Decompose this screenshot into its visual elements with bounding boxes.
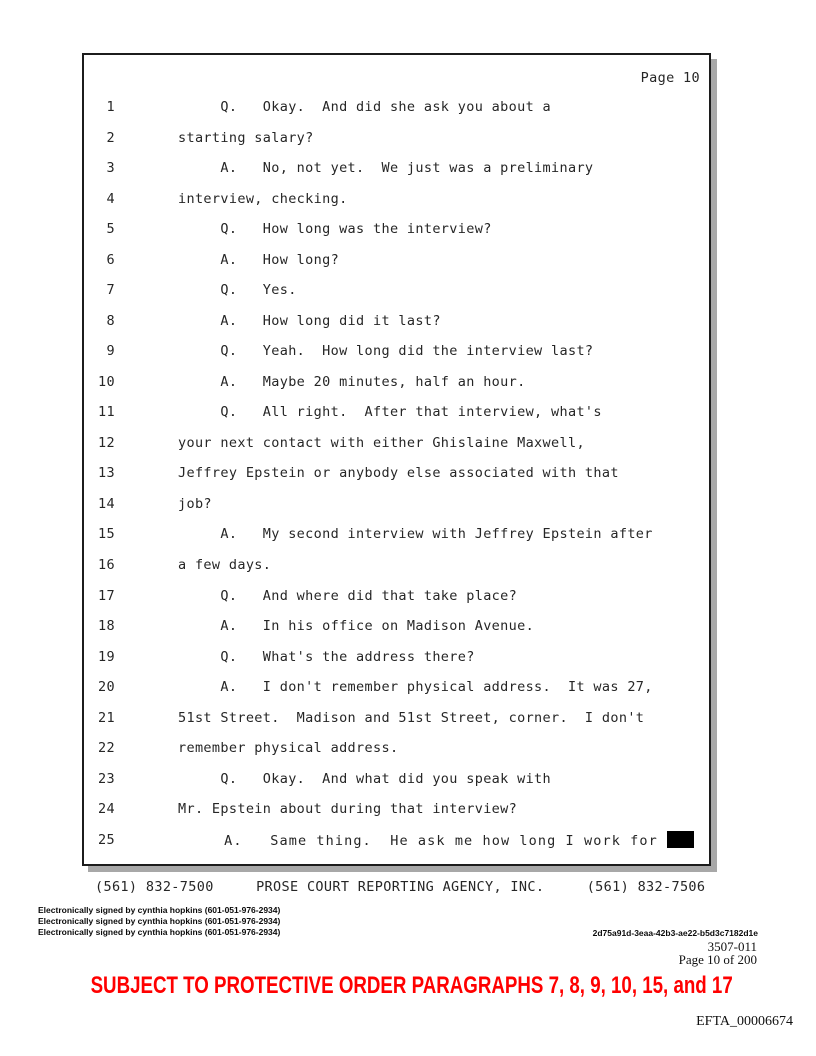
line-text: A. Maybe 20 minutes, half an hour. <box>178 373 526 390</box>
transcript-line <box>90 519 707 550</box>
page-of-label: Page 10 of 200 <box>678 952 757 967</box>
line-text: remember physical address. <box>178 740 399 757</box>
transcript-line <box>90 763 707 794</box>
line-number: 25 <box>98 831 115 848</box>
line-text: A. In his office on Madison Avenue. <box>178 618 535 635</box>
transcript-line <box>90 367 707 398</box>
line-number: 24 <box>98 801 115 818</box>
page-number-label: Page 10 <box>640 70 700 86</box>
transcript-line <box>90 214 707 245</box>
line-number: 9 <box>106 343 115 360</box>
line-number: 5 <box>106 221 115 238</box>
line-number: 18 <box>98 618 115 635</box>
transcript-line <box>90 824 707 855</box>
line-number: 20 <box>98 679 115 696</box>
line-text: A. How long? <box>178 251 340 268</box>
bates-number: EFTA_00006674 <box>696 1014 793 1029</box>
line-text: your next contact with either Ghislaine Maxwell, <box>178 434 585 451</box>
line-text: Q. Okay. And did she ask you about a <box>178 99 552 116</box>
line-number: 23 <box>98 770 115 787</box>
protective-order-text: SUBJECT TO PROTECTIVE ORDER PARAGRAPHS 7, 8, 9, 10, 15, and 17 <box>90 972 733 999</box>
line-text: Q. Yeah. How long did the interview last? <box>178 343 594 360</box>
transcript-line <box>90 306 707 337</box>
line-text: Jeffrey Epstein or anybody else associated with that <box>178 465 619 482</box>
line-number: 13 <box>98 465 115 482</box>
case-number: 3507-011 <box>707 939 757 954</box>
transcript-line <box>90 92 707 123</box>
line-text: Q. What's the address there? <box>178 648 475 665</box>
transcript-line <box>90 611 707 642</box>
line-number: 17 <box>98 587 115 604</box>
transcript-line <box>90 672 707 703</box>
transcript-line <box>90 580 707 611</box>
line-text: Q. How long was the interview? <box>178 221 492 238</box>
line-text: A. How long did it last? <box>178 312 441 329</box>
line-number: 10 <box>98 373 115 390</box>
signature-line: Electronically signed by cynthia hopkins (601-051-976-2934) <box>38 926 281 937</box>
transcript-line <box>90 397 707 428</box>
line-text: Q. Okay. And what did you speak with <box>178 770 552 787</box>
document-hash: 2d75a91d-3eaa-42b3-ae22-b5d3c7182d1e <box>592 928 758 938</box>
transcript-line <box>90 245 707 276</box>
transcript-line <box>90 733 707 764</box>
line-text: A. I don't remember physical address. It was 27, <box>178 679 653 696</box>
transcript-line <box>90 794 707 825</box>
line-text: A. No, not yet. We just was a preliminary <box>178 160 594 177</box>
line-number: 19 <box>98 648 115 665</box>
transcript-line <box>90 641 707 672</box>
line-number: 11 <box>98 404 115 421</box>
line-number: 14 <box>98 495 115 512</box>
line-text: job? <box>178 495 212 512</box>
line-number: 7 <box>106 282 115 299</box>
line-number: 21 <box>98 709 115 726</box>
transcript-line <box>90 184 707 215</box>
line-number: 1 <box>106 99 115 116</box>
line-number: 2 <box>106 129 115 146</box>
transcript-box <box>82 53 711 866</box>
signature-line: Electronically signed by cynthia hopkins (601-051-976-2934) <box>38 905 281 915</box>
line-number: 6 <box>106 251 115 268</box>
transcript-line <box>90 275 707 306</box>
reporter-footer: (561) 832-7500 PROSE COURT REPORTING AGENCY, INC. (561) 832-7506 <box>95 879 706 895</box>
line-text: interview, checking. <box>178 190 348 207</box>
line-text: starting salary? <box>178 129 314 146</box>
line-text: Q. Yes. <box>178 282 297 299</box>
line-number: 15 <box>98 526 115 543</box>
line-text: a few days. <box>178 556 272 573</box>
line-number: 4 <box>106 190 115 207</box>
transcript-line <box>90 702 707 733</box>
transcript-lines <box>90 92 707 855</box>
line-text: Q. All right. After that interview, what's <box>178 404 602 421</box>
line-number: 3 <box>106 160 115 177</box>
signature-line: Electronically signed by cynthia hopkins (601-051-976-2934) <box>38 915 281 926</box>
line-number: 12 <box>98 434 115 451</box>
transcript-line <box>90 458 707 489</box>
line-text: Mr. Epstein about during that interview? <box>178 801 518 818</box>
line-text: 51st Street. Madison and 51st Street, corner. I don't <box>178 709 645 726</box>
line-number: 22 <box>98 740 115 757</box>
line-number: 8 <box>106 312 115 329</box>
line-text: A. Same thing. He ask me how long I work for <box>178 831 694 849</box>
transcript-line <box>90 153 707 184</box>
redaction-box <box>667 831 694 848</box>
line-number: 16 <box>98 556 115 573</box>
line-text: A. My second interview with Jeffrey Epstein after <box>178 526 653 543</box>
line-text: Q. And where did that take place? <box>178 587 518 604</box>
transcript-line <box>90 336 707 367</box>
transcript-line <box>90 550 707 581</box>
transcript-line <box>90 489 707 520</box>
transcript-line <box>90 123 707 154</box>
protective-order-notice <box>0 973 816 1002</box>
signature-block <box>38 905 280 938</box>
transcript-line <box>90 428 707 459</box>
